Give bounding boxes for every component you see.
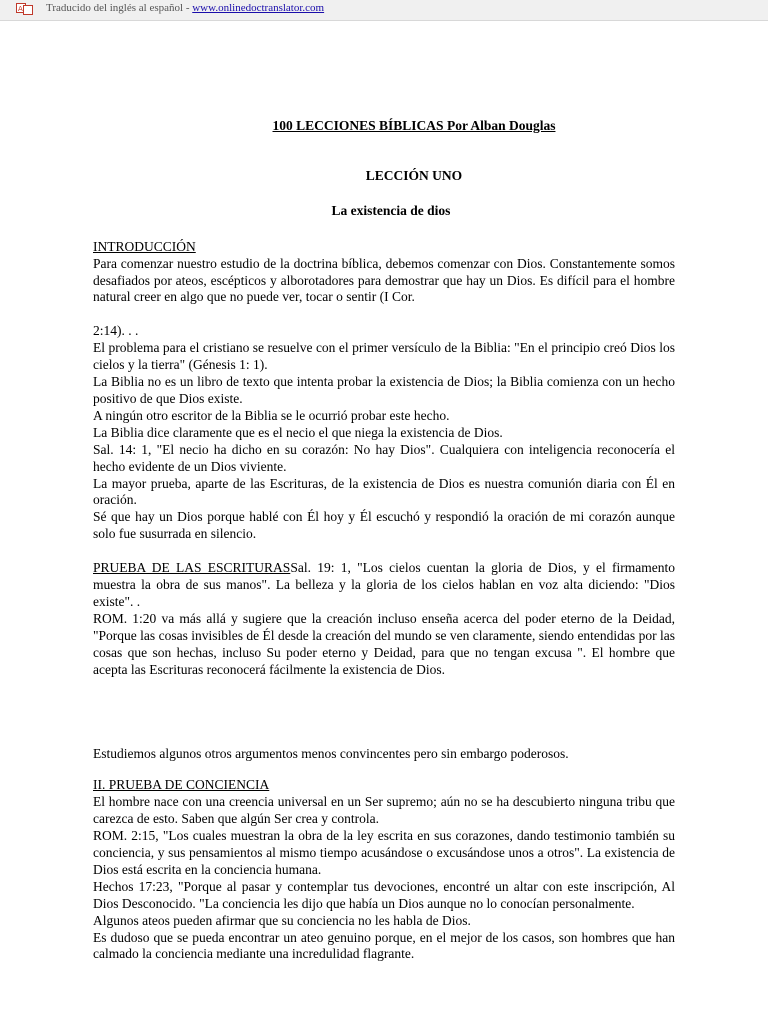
document-body [93, 118, 675, 963]
intro-paragraph: La mayor prueba, aparte de las Escrituras, de la existencia de Dios es nuestra comunión diaria con Él en oración. [93, 475, 675, 508]
intro-paragraph: El problema para el cristiano se resuelve con el primer versículo de la Biblia: "En el principio creó Dios los cielos y la tierra" (Génesis 1: 1). [93, 340, 675, 373]
lesson-heading: LECCIÓN UNO [365, 167, 463, 183]
conscience-heading: II. PRUEBA DE CONCIENCIA [93, 777, 270, 793]
document-title: 100 LECCIONES BÍBLICAS Por Alban Douglas [272, 118, 556, 133]
conscience-paragraph: Algunos ateos pueden afirmar que su conciencia no les habla de Dios. [93, 912, 471, 928]
scripture-heading: PRUEBA DE LAS ESCRITURAS [93, 560, 291, 576]
scripture-paragraph: ROM. 1:20 va más allá y sugiere que la creación incluso enseña acerca del poder eterno de la Deidad, "Porque las cosas invisibles de Él desde la creación del mundo se ven claramente, siendo entendidas por las cosas que son hechas, incluso Su poder eterno y Deidad, para que no tengan excusa ". El hombre que acepta las Escrituras reconocerá fácilmente la existencia de Dios. [93, 610, 675, 677]
scripture-text: Sal. 19: 1, "Los cielos cuentan la gloria de Dios, y el firmamento muestra la obra de sus manos". La belleza y la gloria de los cielos hablan en voz alta diciendo: "Dios existe". . [93, 560, 675, 609]
intro-paragraph: A ningún otro escritor de la Biblia se le ocurrió probar este hecho. [93, 407, 450, 423]
svg-text:A: A [18, 5, 23, 13]
intro-paragraph: Para comenzar nuestro estudio de la doctrina bíblica, debemos comenzar con Dios. Constantemente somos desafiados por ateos, escépticos y alborotadores para demostrar que hay un Dios. Es difícil para el hombre natural creer en algo que no puede ver, tocar o sentir (I Cor. [93, 255, 675, 305]
study-paragraph: Estudiemos algunos otros argumentos menos convincentes pero sin embargo poderosos. [93, 746, 569, 762]
intro-paragraph: Sal. 14: 1, "El necio ha dicho en su corazón: No hay Dios". Cualquiera con inteligencia reconocería el hecho evidente de un Dios viviente. [93, 441, 675, 474]
translation-banner [0, 0, 768, 21]
conscience-paragraph: Es dudoso que se pueda encontrar un ateo genuino porque, en el mejor de los casos, son hombres que han calmado la conciencia mediante una incredulidad flagrante. [93, 929, 675, 962]
translate-icon [16, 3, 34, 15]
intro-paragraph: La Biblia dice claramente que es el necio el que niega la existencia de Dios. [93, 424, 503, 440]
intro-paragraph: La Biblia no es un libro de texto que intenta probar la existencia de Dios; la Biblia comienza con un hecho positivo de que Dios existe. [93, 374, 675, 406]
scripture-paragraph [93, 560, 675, 611]
conscience-paragraph: El hombre nace con una creencia universal en un Ser supremo; aún no se ha descubierto ninguna tribu que carezca de esto. Saben que algún Ser crea y controla. [93, 794, 675, 827]
banner-prefix: Traducido del inglés al español - [46, 2, 193, 14]
banner-text [46, 2, 324, 14]
intro-heading: INTRODUCCIÓN [93, 238, 196, 254]
conscience-paragraph: ROM. 2:15, "Los cuales muestran la obra de la ley escrita en sus corazones, dando testimonio también su conciencia, y sus pensamientos al mismo tiempo acusándose o excusándose unos a otros". La existencia de Dios está escrita en la conciencia humana. [93, 828, 675, 877]
conscience-paragraph: Hechos 17:23, "Porque al pasar y contemplar tus devociones, encontré un altar con este inscripción, Al Dios Desconocido. "La conciencia les dijo que había un Dios aunque no lo conocían personalmente. [93, 878, 675, 911]
intro-paragraph: 2:14). . . [93, 323, 139, 339]
translator-link[interactable]: www.onlinedoctranslator.com [192, 2, 325, 14]
intro-paragraph: Sé que hay un Dios porque hablé con Él hoy y Él escuchó y respondió la oración de mi corazón aunque solo fue susurrada en silencio. [93, 509, 675, 542]
lesson-subtitle: La existencia de dios [331, 202, 451, 218]
